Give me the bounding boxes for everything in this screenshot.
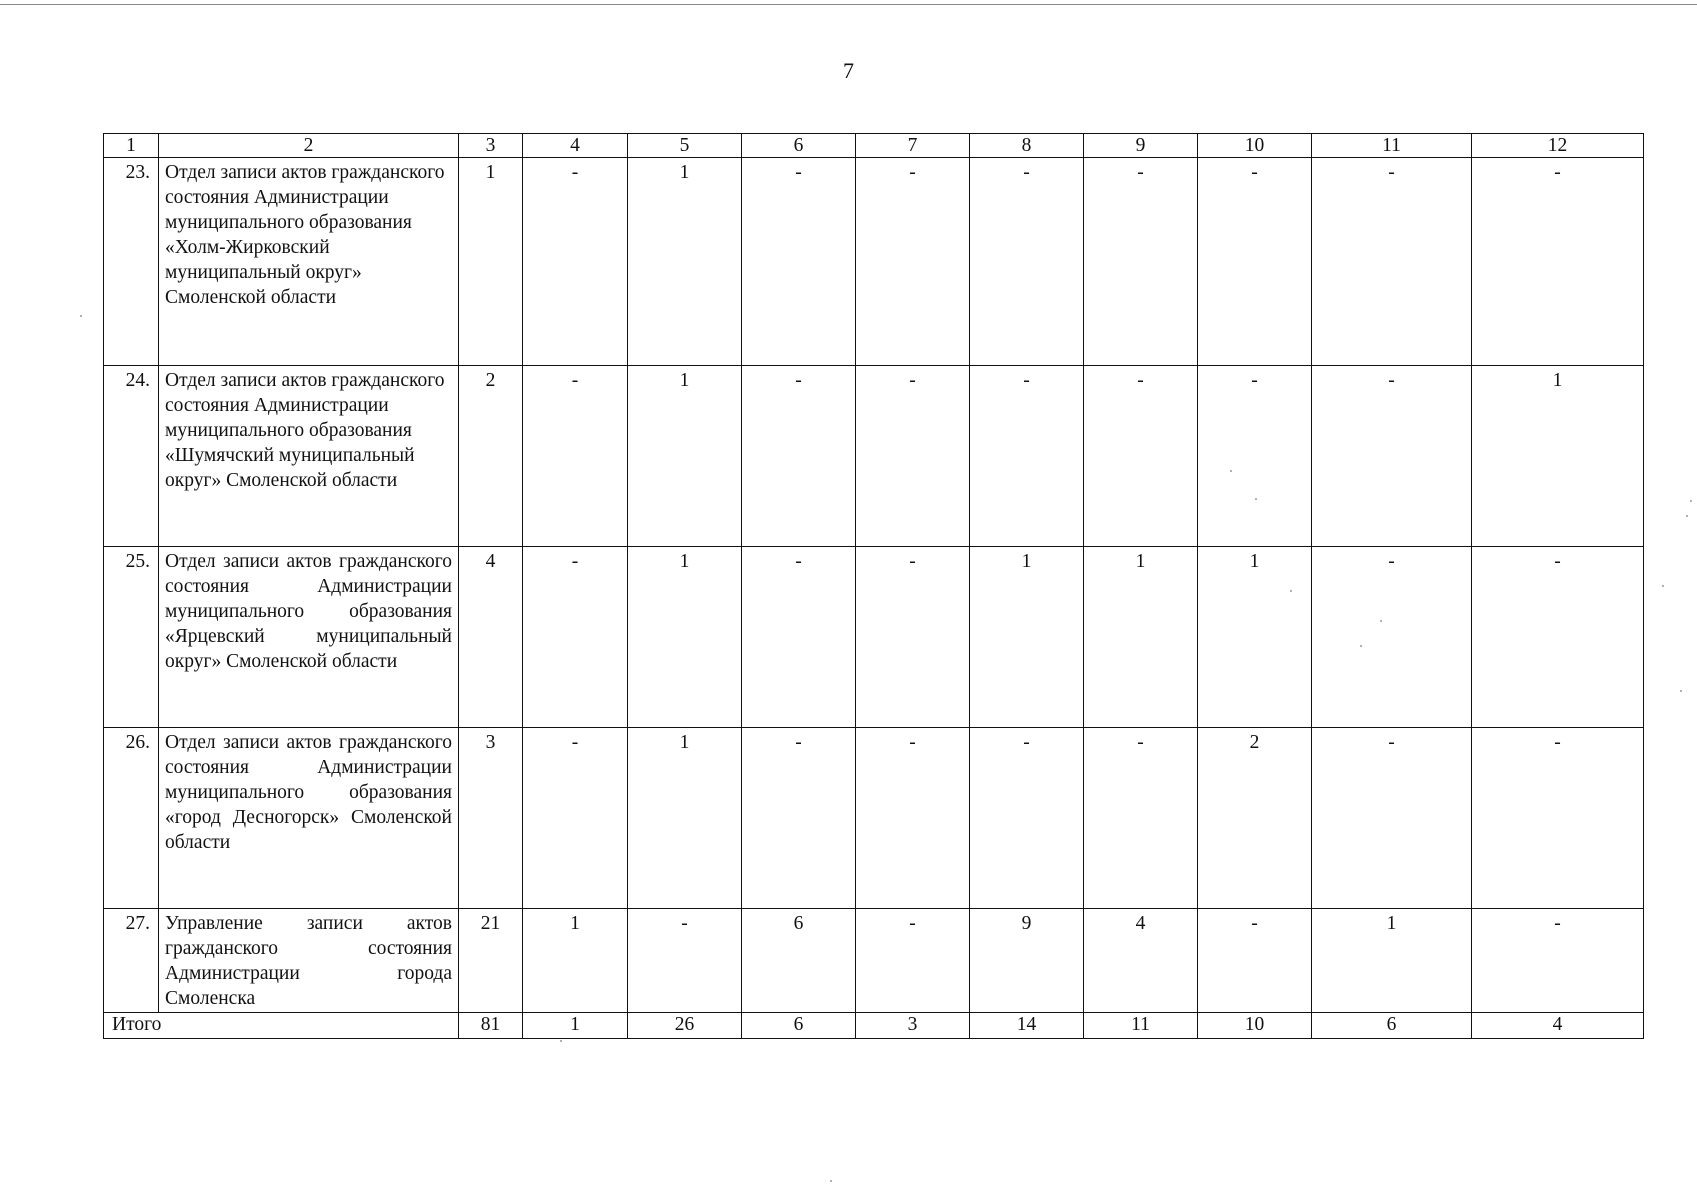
office-name: Отдел записи актов гражданского состояния Администрации муниципального образования «Ярцевский муниципальный округ» Смоленской области <box>159 547 459 728</box>
table-cell: - <box>856 158 970 366</box>
table-cell: - <box>742 728 856 909</box>
statistics-table <box>103 133 1644 1039</box>
table-cell: 1 <box>523 909 628 1013</box>
table-cell: - <box>1472 909 1644 1013</box>
scan-speck <box>1690 500 1692 502</box>
table-cell: 2 <box>459 366 523 547</box>
table-cell: - <box>1472 547 1644 728</box>
table-cell: - <box>628 909 742 1013</box>
total-cell: 6 <box>1312 1013 1472 1039</box>
table-cell: 1 <box>459 158 523 366</box>
table-cell: - <box>523 547 628 728</box>
table-cell: 4 <box>1084 909 1198 1013</box>
total-cell: 6 <box>742 1013 856 1039</box>
table-cell: 1 <box>1084 547 1198 728</box>
table-cell: - <box>523 366 628 547</box>
table-cell: 2 <box>1198 728 1312 909</box>
scan-speck <box>1380 620 1382 622</box>
table-cell: 9 <box>970 909 1084 1013</box>
row-number: 23. <box>104 158 159 366</box>
table-cell: 4 <box>459 547 523 728</box>
column-number: 6 <box>742 134 856 158</box>
row-number: 27. <box>104 909 159 1013</box>
table-cell: - <box>1312 366 1472 547</box>
table-cell: - <box>856 728 970 909</box>
table-cell: - <box>742 366 856 547</box>
table-cell: - <box>1312 547 1472 728</box>
table-cell: - <box>742 158 856 366</box>
table-cell: - <box>1084 366 1198 547</box>
row-number: 25. <box>104 547 159 728</box>
table-cell: - <box>970 158 1084 366</box>
table-cell: - <box>856 547 970 728</box>
page-number: 7 <box>843 58 854 83</box>
scan-speck <box>80 315 82 317</box>
table-cell: - <box>523 728 628 909</box>
total-cell: 1 <box>523 1013 628 1039</box>
table-cell: - <box>1472 728 1644 909</box>
table-cell: 1 <box>1198 547 1312 728</box>
table-cell: 1 <box>1472 366 1644 547</box>
row-number: 24. <box>104 366 159 547</box>
table-cell: - <box>1198 158 1312 366</box>
table-cell: 1 <box>628 158 742 366</box>
table-cell: - <box>1198 366 1312 547</box>
table-cell: 1 <box>628 547 742 728</box>
table-row <box>104 366 1644 547</box>
scan-speck <box>1686 515 1688 517</box>
row-number: 26. <box>104 728 159 909</box>
table-cell: 1 <box>628 728 742 909</box>
office-name: Отдел записи актов гражданского состояния Администрации муниципального образования «город Десногорск» Смоленской области <box>159 728 459 909</box>
office-name: Управление записи актов гражданского состояния Администрации города Смоленска <box>159 909 459 1013</box>
table-row <box>104 547 1644 728</box>
column-number: 8 <box>970 134 1084 158</box>
table-cell: - <box>1312 158 1472 366</box>
scan-top-edge <box>0 4 1697 5</box>
table-cell: - <box>1084 728 1198 909</box>
total-cell: 3 <box>856 1013 970 1039</box>
scan-speck <box>1680 690 1682 692</box>
table-cell: 1 <box>628 366 742 547</box>
office-name: Отдел записи актов гражданского состояния Администрации муниципального образования «Шумячский муниципальный округ» Смоленской области <box>159 366 459 547</box>
table-cell: - <box>742 547 856 728</box>
column-number: 11 <box>1312 134 1472 158</box>
total-cell: 26 <box>628 1013 742 1039</box>
column-number: 4 <box>523 134 628 158</box>
column-number: 10 <box>1198 134 1312 158</box>
table-cell: - <box>523 158 628 366</box>
table-cell: 1 <box>970 547 1084 728</box>
scan-speck <box>1290 590 1292 592</box>
table-cell: - <box>970 728 1084 909</box>
table-cell: - <box>1312 728 1472 909</box>
column-number: 12 <box>1472 134 1644 158</box>
column-number-row <box>104 134 1644 158</box>
total-cell: 11 <box>1084 1013 1198 1039</box>
total-label: Итого <box>104 1013 459 1039</box>
column-number: 2 <box>159 134 459 158</box>
total-cell: 81 <box>459 1013 523 1039</box>
scan-speck <box>1255 498 1257 500</box>
column-number: 3 <box>459 134 523 158</box>
column-number: 1 <box>104 134 159 158</box>
total-cell: 14 <box>970 1013 1084 1039</box>
table-cell: 1 <box>1312 909 1472 1013</box>
table-cell: - <box>1472 158 1644 366</box>
office-name: Отдел записи актов гражданского состояния Администрации муниципального образования «Холм-Жирковский муниципальный округ» Смоленской области <box>159 158 459 366</box>
table-row <box>104 728 1644 909</box>
table-cell: 3 <box>459 728 523 909</box>
column-number: 5 <box>628 134 742 158</box>
table-cell: 21 <box>459 909 523 1013</box>
total-cell: 4 <box>1472 1013 1644 1039</box>
table-cell: - <box>1084 158 1198 366</box>
scan-speck <box>1230 470 1232 472</box>
scan-speck <box>1662 585 1664 587</box>
column-number: 9 <box>1084 134 1198 158</box>
scan-speck <box>1360 645 1362 647</box>
table-row <box>104 158 1644 366</box>
scan-speck <box>830 1180 832 1182</box>
table-cell: - <box>970 366 1084 547</box>
table-cell: - <box>856 366 970 547</box>
total-row <box>104 1013 1644 1039</box>
table-cell: - <box>856 909 970 1013</box>
total-cell: 10 <box>1198 1013 1312 1039</box>
table-cell: 6 <box>742 909 856 1013</box>
table-cell: - <box>1198 909 1312 1013</box>
table-row <box>104 909 1644 1013</box>
column-number: 7 <box>856 134 970 158</box>
scan-speck <box>560 1040 562 1042</box>
